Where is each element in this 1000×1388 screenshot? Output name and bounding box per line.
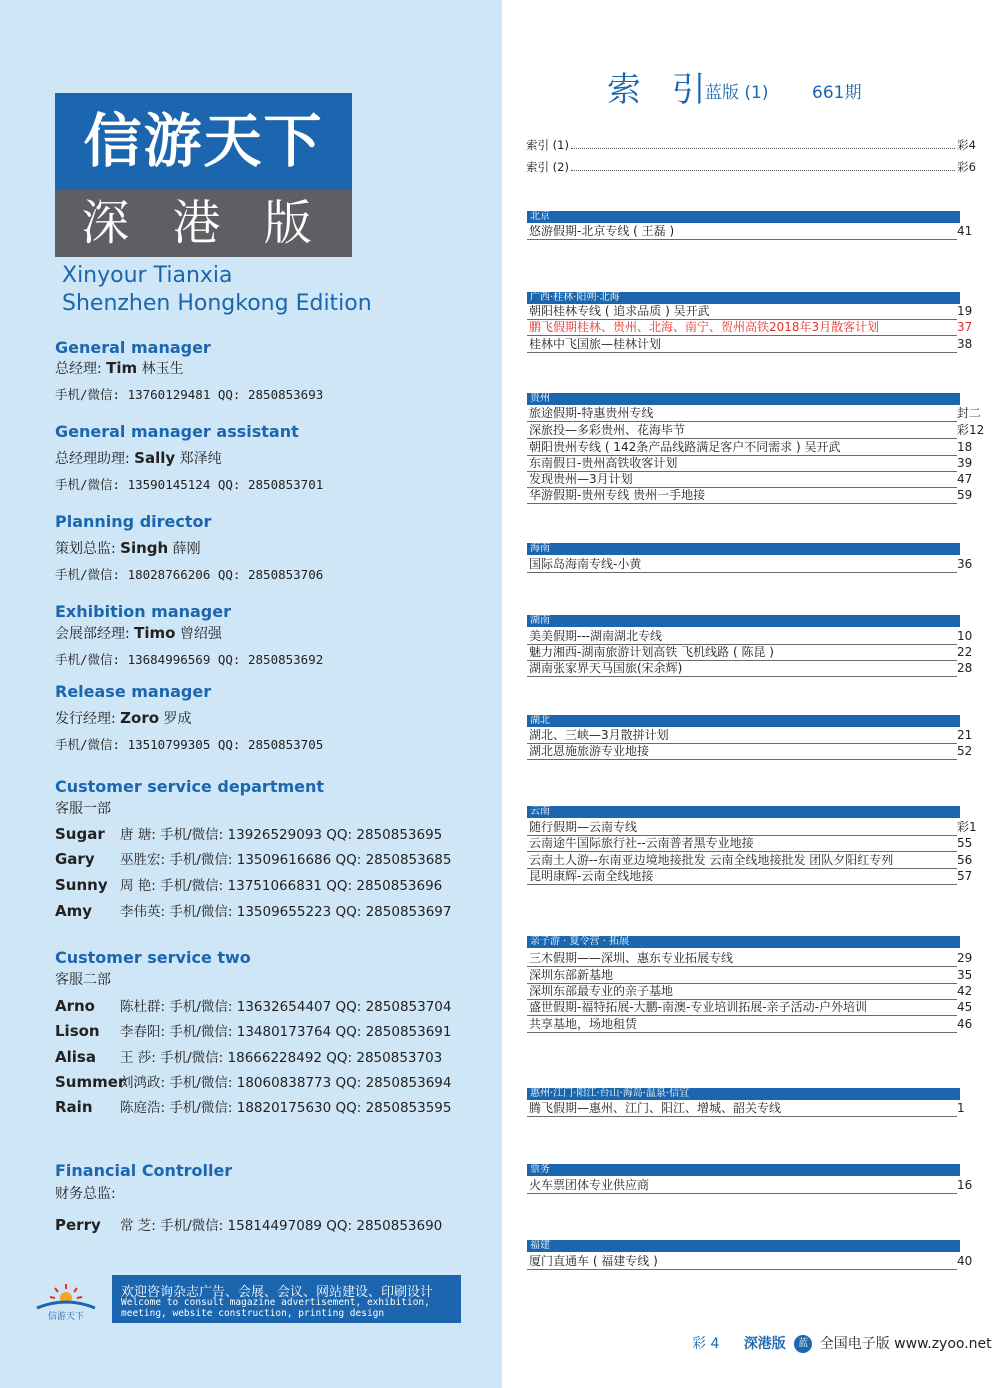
site-url[interactable]: www.zyoo.net — [894, 1336, 992, 1352]
index-item[interactable]: 美美假期---湖南湖北专线 10 — [529, 629, 973, 643]
index-item[interactable]: 厦门直通车 ( 福建专线 ) 40 — [529, 1254, 973, 1268]
toc-entry[interactable]: 索引 (2) 彩6 — [526, 160, 976, 174]
index-item[interactable]: 悠游假期-北京专线 ( 王磊 ) 41 — [529, 224, 973, 238]
category-header: 福建 — [527, 1240, 960, 1252]
section-subtitle: 客服一部 — [55, 801, 111, 817]
footer-cn: 欢迎咨询杂志广告、会展、会议、网站建设、印刷设计 — [121, 1285, 434, 1300]
staff-name-line: 总经理助理: Sally 郑泽纯 — [55, 449, 222, 467]
index-item[interactable]: 昆明康辉-云南全线地接 57 — [529, 869, 973, 883]
page-number: 彩 4 — [692, 1336, 720, 1352]
page-title: 索 引 — [607, 70, 716, 110]
site-label: 全国电子版 — [819, 1336, 890, 1352]
page-subtitle: 蓝版 (1) — [705, 83, 769, 103]
cs-person: Perry 常 芝: 手机/微信: 15814497089 QQ: 2850853690 — [55, 1216, 443, 1234]
category-header: 云南 — [527, 806, 960, 818]
index-item[interactable]: 湖北、三峡—3月散拼计划 21 — [529, 728, 973, 742]
section-title: Exhibition manager — [55, 602, 231, 621]
index-page — [502, 0, 1000, 1388]
cs-person: Sugar 唐 瑭: 手机/微信: 13926529093 QQ: 2850853695 — [55, 825, 443, 843]
staff-contact: 手机/微信: 13684996569 QQ: 2850853692 — [55, 652, 324, 667]
index-item[interactable]: 随行假期—云南专线 彩1 — [529, 820, 977, 834]
index-item[interactable]: 东南假日-贵州高铁收客计划 39 — [529, 456, 973, 470]
staff-contact: 手机/微信: 13510799305 QQ: 2850853705 — [55, 737, 324, 752]
index-item[interactable]: 桂林中飞国旅—桂林计划 38 — [529, 337, 973, 351]
brand-title-en: Xinyour Tianxia — [62, 263, 233, 288]
cs-person: Rain 陈庭浩: 手机/微信: 18820175630 QQ: 2850853595 — [55, 1098, 452, 1116]
index-item[interactable]: 华游假期-贵州专线 贵州一手地接 59 — [529, 488, 973, 502]
index-item[interactable]: 深圳东部最专业的亲子基地 42 — [529, 984, 973, 998]
section-title: General manager assistant — [55, 422, 299, 441]
cs-person: Lison 李春阳: 手机/微信: 13480173764 QQ: 2850853691 — [55, 1022, 452, 1040]
section-title: Financial Controller — [55, 1161, 233, 1180]
staff-contact: 手机/微信: 13760129481 QQ: 2850853693 — [55, 387, 324, 402]
category-header: 亲子游 · 夏令营 · 拓展 — [527, 936, 960, 948]
brand-title: 信游天下 — [55, 93, 352, 190]
issue-number: 661期 — [812, 83, 862, 103]
category-header: 票务 — [527, 1164, 960, 1176]
index-item[interactable]: 国际岛海南专线-小黄 36 — [529, 557, 973, 571]
staff-name-line: 总经理: Tim 林玉生 — [55, 359, 184, 377]
cs-person: Sunny 周 艳: 手机/微信: 13751066831 QQ: 2850853696 — [55, 876, 443, 894]
section-subtitle: 客服二部 — [55, 972, 111, 988]
category-header: 贵州 — [527, 393, 960, 405]
badge-icon: 蓝 — [794, 1335, 812, 1353]
index-item[interactable]: 湖南张家界天马国旅(宋余辉) 28 — [529, 661, 973, 675]
section-title: General manager — [55, 338, 211, 357]
staff-name-line: 发行经理: Zoro 罗成 — [55, 709, 192, 727]
index-item[interactable]: 发现贵州—3月计划 47 — [529, 472, 973, 486]
index-item[interactable]: 朝阳贵州专线 ( 142条产品线路满足客户不同需求 ) 吴开武 18 — [529, 440, 973, 454]
section-title: Customer service two — [55, 948, 251, 967]
sun-logo-icon — [33, 1280, 99, 1322]
category-header: 湖北 — [527, 715, 960, 727]
index-item[interactable]: 深旅投—多彩贵州、花海毕节 彩12 — [529, 423, 985, 437]
index-item[interactable]: 云南土人游--东南亚边境地接批发 云南全线地接批发 团队夕阳红专列 56 — [529, 853, 973, 867]
category-header: 广西·桂林·阳朔·北海 — [527, 292, 960, 304]
section-title: Planning director — [55, 512, 212, 531]
footer-en: Welcome to consult magazine advertisement, exhibition, meeting, website construction, printing design — [121, 1297, 430, 1319]
index-item[interactable]: 盛世假期-福特拓展-大鹏-南澳-专业培训拓展-亲子活动-户外培训 45 — [529, 1000, 973, 1014]
section-title: Release manager — [55, 682, 212, 701]
index-item[interactable]: 火车票团体专业供应商 16 — [529, 1178, 973, 1192]
section-subtitle: 财务总监: — [55, 1186, 116, 1202]
section-title: Customer service department — [55, 777, 325, 796]
staff-contact: 手机/微信: 18028766206 QQ: 2850853706 — [55, 567, 324, 582]
index-item[interactable]: 腾飞假期—惠州、江门、阳江、增城、韶关专线 1 — [529, 1101, 965, 1115]
index-item[interactable]: 旅途假期-特惠贵州专线 封二 — [529, 406, 982, 420]
edition-label: 深港版 — [743, 1336, 786, 1352]
category-header: 海南 — [527, 543, 960, 555]
index-item[interactable]: 鹏飞假期桂林、贵州、北海、南宁、贺州高铁2018年3月散客计划 37 — [529, 320, 973, 334]
index-item[interactable]: 魅力湘西-湖南旅游计划高铁 飞机线路 ( 陈昆 ) 22 — [529, 645, 973, 659]
svg-text:信游天下: 信游天下 — [47, 1312, 85, 1322]
staff-name-line: 会展部经理: Timo 曾绍强 — [55, 624, 222, 642]
index-item[interactable]: 深圳东部新基地 35 — [529, 968, 973, 982]
brand-edition-en: Shenzhen Hongkong Edition — [62, 291, 372, 316]
index-item[interactable]: 朝阳桂林专线 ( 追求品质 ) 吴开武 19 — [529, 304, 973, 318]
category-header: 惠州·江门·阳江·台山·海岛·温泉·信宜 — [527, 1088, 960, 1100]
footer-banner — [112, 1275, 461, 1323]
brand-edition: 深 港 版 — [55, 190, 352, 257]
index-item[interactable]: 三木假期——深圳、惠东专业拓展专线 29 — [529, 951, 973, 965]
cs-person: Arno 陈杜群: 手机/微信: 13632654407 QQ: 2850853704 — [55, 997, 452, 1015]
cs-person: Amy 李伟英: 手机/微信: 13509655223 QQ: 2850853697 — [55, 902, 452, 920]
cs-person: Summer刘鸿政: 手机/微信: 18060838773 QQ: 2850853694 — [55, 1073, 452, 1091]
index-item[interactable]: 湖北恩施旅游专业地接 52 — [529, 744, 973, 758]
staff-contact: 手机/微信: 13590145124 QQ: 2850853701 — [55, 477, 324, 492]
index-item[interactable]: 云南途牛国际旅行社--云南普者黑专业地接 55 — [529, 836, 973, 850]
cs-person: Gary 巫胜宏: 手机/微信: 13509616686 QQ: 2850853685 — [55, 850, 452, 868]
index-item[interactable]: 共享基地，场地租赁 46 — [529, 1017, 973, 1031]
page-footer — [692, 1333, 992, 1353]
category-header: 北京 — [527, 211, 960, 223]
cs-person: Alisa 王 莎: 手机/微信: 18666228492 QQ: 2850853703 — [55, 1048, 443, 1066]
category-header: 湖南 — [527, 615, 960, 627]
toc-entry[interactable]: 索引 (1) 彩4 — [526, 138, 976, 152]
staff-name-line: 策划总监: Singh 薛刚 — [55, 539, 201, 557]
